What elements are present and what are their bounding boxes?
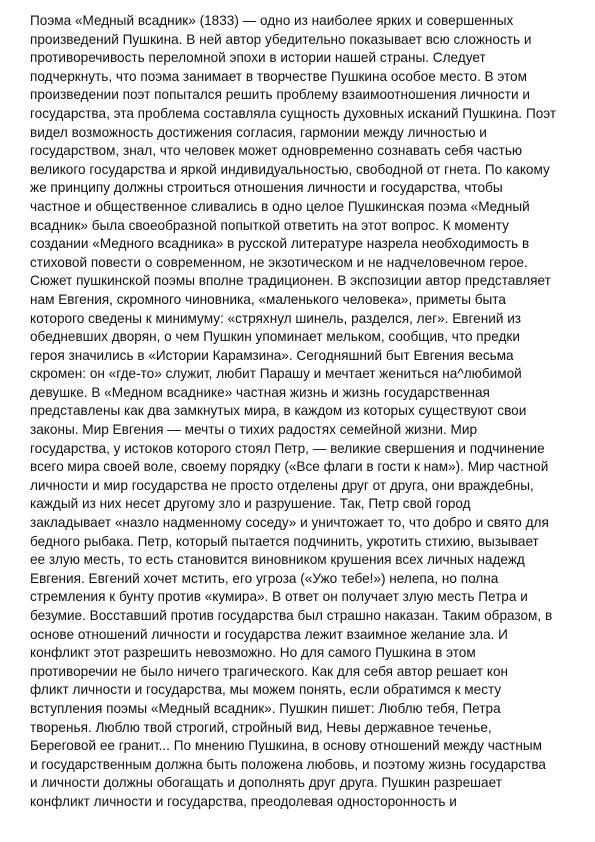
text-line: вступления поэмы «Медный всадник». Пушкин пишет: Люблю тебя, Петра — [30, 700, 501, 716]
text-line: представлены как два замкнутых мира, в каждом из которых существуют свои — [30, 403, 527, 419]
text-line: скромен: он «где-то» служит, любит Парашу и мечтает жениться на^любимой — [30, 366, 522, 382]
text-line: Сюжет пушкинской поэмы вполне традиционен. В экспозиции автор представляет — [30, 273, 551, 289]
text-line: конфликт этот разрешить невозможно. Но для самого Пушкина в этом — [30, 645, 476, 661]
text-line: произведений Пушкина. В ней автор убедительно показывает всю сложность и — [30, 31, 532, 47]
text-line: же принципу должны строиться отношения личности и государства, чтобы — [30, 180, 503, 196]
text-line: всадник» была своеобразной попыткой ответить на этот вопрос. К моменту — [30, 217, 509, 233]
text-line: Евгения. Евгений хочет мстить, его угроза («Ужо тебе!») нелепа, но полна — [30, 570, 499, 586]
text-line: великого государства и яркой индивидуальностью, свободной от гнета. По какому — [30, 161, 550, 177]
text-line: и личности должны обогащать и дополнять друг друга. Пушкин разрешает — [30, 775, 502, 791]
text-line: обедневших дворян, о чем Пушкин упоминает мельком, сообщив, что предки — [30, 329, 520, 345]
text-line: бедного рыбака. Петр, который пытается подчинить, укротить стихию, вызывает — [30, 533, 539, 549]
text-line: каждый из них несет другому зло и разрушение. Так, Петр свой город — [30, 496, 471, 512]
essay-text — [30, 12, 570, 812]
text-line: Береговой ее гранит... По мнению Пушкина, в основу отношений между частным — [30, 738, 543, 754]
text-line: видел возможность достижения согласия, гармонии между личностью и — [30, 124, 487, 140]
text-line: государства, у истоков которого стоял Петр, — великие свершения и подчинение — [30, 440, 545, 456]
text-line: Поэма «Медный всадник» (1833) — одно из наиболее ярких и совершенных — [30, 13, 514, 28]
text-line: создании «Медного всадника» в русской литературе назрела необходимость в — [30, 236, 530, 252]
text-line: основе отношений личности и государства лежит взаимное желание зла. И — [30, 626, 508, 642]
text-line: стиховой повести о современном, не экзотическом и не надчеловечном герое. — [30, 254, 528, 270]
text-line: всего мира своей воле, своему порядку («Все флаги в гости к нам»). Мир частной — [30, 459, 549, 475]
text-line: противоречивость переломной эпохи в истории нашей страны. Следует — [30, 50, 486, 66]
text-line: ее злую месть, то есть становится виновником крушения всех личных надежд — [30, 552, 525, 568]
text-line: которого сведены к минимуму: «стряхнул шинель, разделся, лег». Евгений из — [30, 310, 522, 326]
text-line: конфликт личности и государства, преодолевая односторонность и — [30, 793, 457, 809]
text-line: частное и общественное сливались в одно целое Пушкинская поэма «Медный — [30, 198, 530, 214]
text-line: государством, знал, что человек может одновременно сознавать себя частью — [30, 143, 523, 159]
text-line: нам Евгения, скромного чиновника, «маленького человека», приметы быта — [30, 291, 506, 307]
text-line: стремления к бунту против «кумира». В ответ он получает злую месть Петра и — [30, 589, 528, 605]
text-line: фликт личности и государства, мы можем понять, если обратимся к месту — [30, 682, 502, 698]
text-line: противоречии не было ничего трагического. Как для себя автор решает кон — [30, 663, 509, 679]
text-line: закладывает «назло надменному соседу» и уничтожает то, что добро и свято для — [30, 515, 549, 531]
text-line: государства, эта проблема составляла сущность духовных исканий Пушкина. Поэт — [30, 105, 557, 121]
text-line: безумие. Восставший против государства был страшно наказан. Таким образом, в — [30, 608, 553, 623]
text-line: произведении поэт попытался решить проблему взаимоотношения личности и — [30, 87, 530, 103]
text-line: подчеркнуть, что поэма занимает в творчестве Пушкина особое место. В этом — [30, 68, 527, 84]
text-line: личности и мир государства не просто отделены друг от друга, они враждебны, — [30, 477, 534, 493]
text-line: творенья. Люблю твой строгий, стройный вид, Невы державное теченье, — [30, 719, 492, 735]
text-line: девушке. В «Медном всаднике» частная жизнь и жизнь государственная — [30, 384, 490, 400]
text-line: и государственным должна быть положена любовь, и поэтому жизнь государства — [30, 756, 546, 772]
text-line: законы. Мир Евгения — мечты о тихих радостях семейной жизни. Мир — [30, 422, 478, 438]
text-line: героя значились в «Истории Карамзина». Сегодняшний быт Евгения весьма — [30, 347, 514, 363]
